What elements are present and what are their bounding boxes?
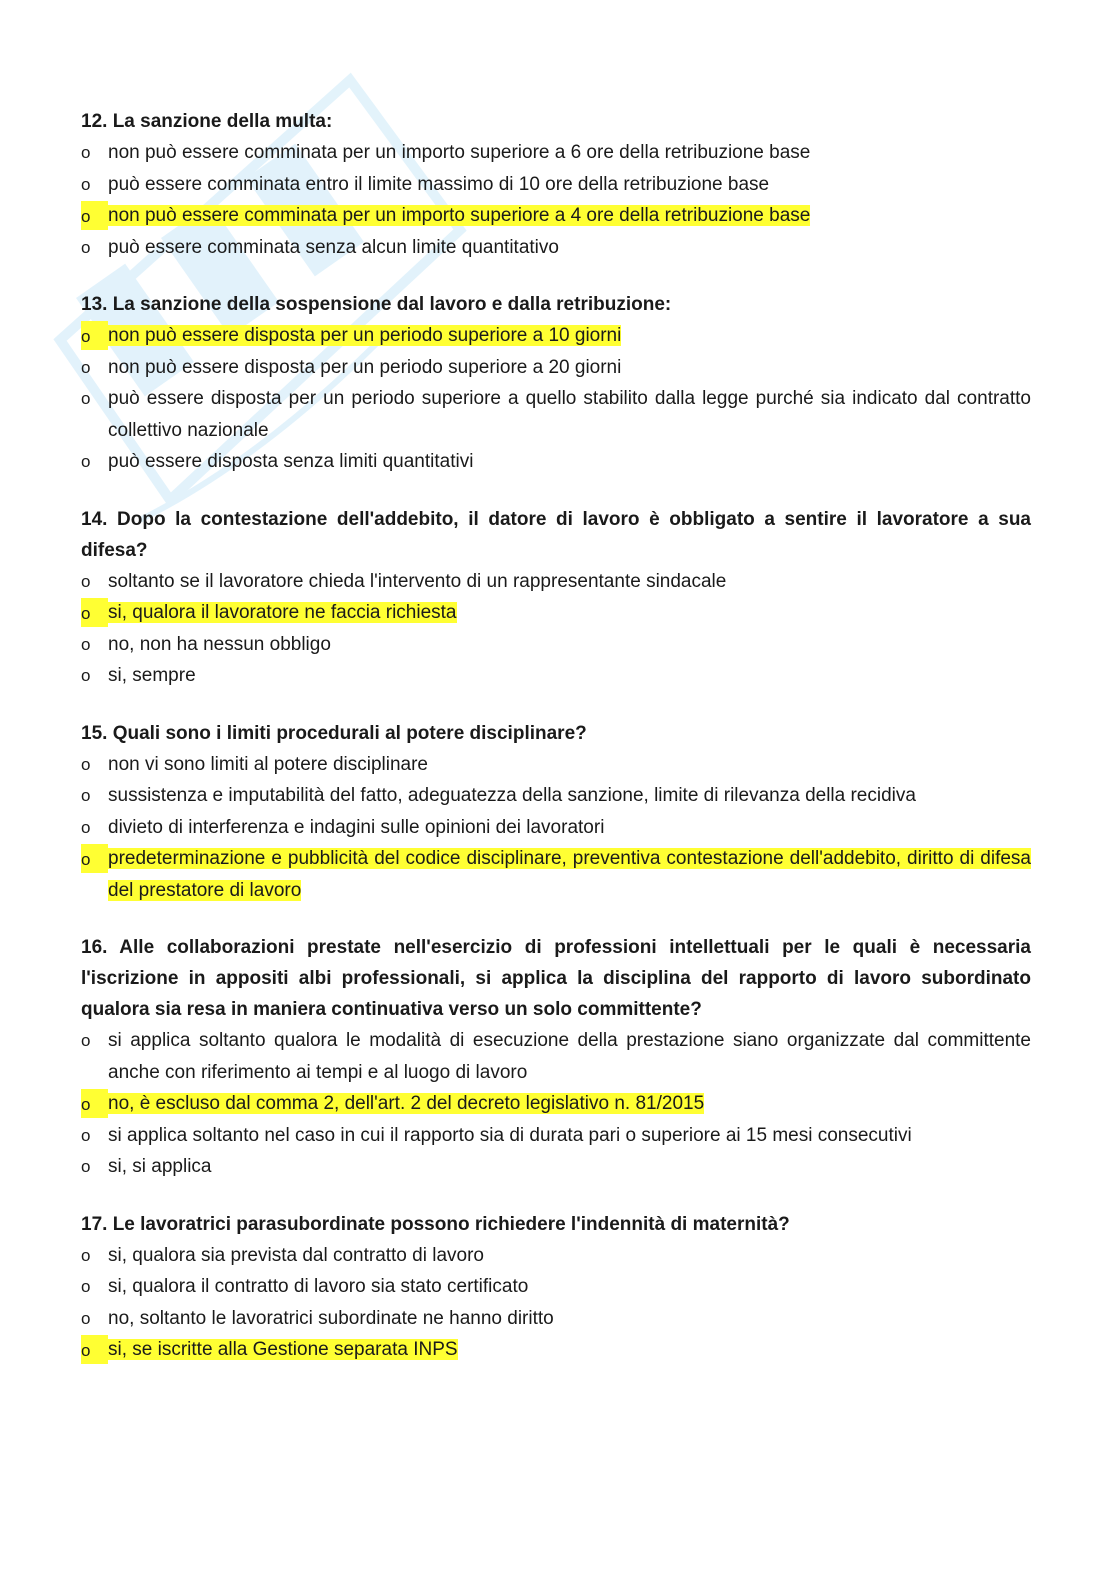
answer-option [81, 1120, 1031, 1152]
answer-text: no, non ha nessun obbligo [108, 633, 331, 655]
answer-text: può essere comminata senza alcun limite quantitativo [108, 236, 559, 258]
answer-text: si, qualora sia prevista dal contratto di lavoro [108, 1244, 484, 1266]
question-title: 17. Le lavoratrici parasubordinate possono richiedere l'indennità di maternità? [81, 1213, 790, 1235]
bullet-icon: o [81, 452, 91, 471]
answer-option-correct [81, 597, 1031, 629]
answer-text: predeterminazione e pubblicità del codice disciplinare, preventiva contestazione dell'addebito, diritto di difesa del prestatore di lavoro [108, 848, 1031, 901]
question-13 [81, 289, 1031, 478]
bullet-icon: o [81, 1157, 91, 1176]
bullet-icon: o [81, 754, 91, 774]
answer-option [81, 1151, 1031, 1183]
answer-text: si, qualora il lavoratore ne faccia richiesta [108, 602, 457, 623]
bullet-icon: o [81, 666, 91, 685]
answer-options [81, 1240, 1031, 1366]
answer-options [81, 749, 1031, 907]
bullet-icon: o [81, 1245, 91, 1265]
answer-option-correct [81, 200, 1031, 232]
question-title: 12. La sanzione della multa: [81, 111, 333, 132]
answer-text: si, qualora il contratto di lavoro sia stato certificato [108, 1276, 529, 1297]
answer-text: si, si applica [108, 1156, 212, 1177]
answer-text: può essere disposta per un periodo superiore a quello stabilito dalla legge purché sia indicato dal contratto collettivo nazionale [108, 388, 1031, 441]
answer-text: no, soltanto le lavoratrici subordinate ne hanno diritto [108, 1307, 554, 1329]
answer-option [81, 232, 1031, 264]
answer-text: si, sempre [108, 665, 196, 686]
answer-option [81, 749, 1031, 781]
answer-option [81, 383, 1031, 446]
answer-option [81, 169, 1031, 201]
answer-options [81, 137, 1031, 263]
bullet-icon: o [81, 321, 108, 350]
answer-option [81, 629, 1031, 661]
answer-options [81, 566, 1031, 692]
answer-option-correct [81, 1334, 1031, 1366]
bullet-icon: o [81, 634, 91, 654]
question-16 [81, 932, 1031, 1183]
answer-text: sussistenza e imputabilità del fatto, adeguatezza della sanzione, limite di rilevanza della recidiva [108, 785, 916, 806]
bullet-icon: o [81, 357, 91, 377]
answer-text: non può essere disposta per un periodo superiore a 10 giorni [108, 325, 622, 346]
bullet-icon: o [81, 201, 108, 230]
answer-option [81, 1025, 1031, 1088]
answer-text: non può essere disposta per un periodo superiore a 20 giorni [108, 356, 622, 378]
answer-text: si applica soltanto qualora le modalità di esecuzione della prestazione siano organizzate dal committente anche con riferimento ai tempi e al luogo di lavoro [108, 1030, 1031, 1083]
question-title: 16. Alle collaborazioni prestate nell'esercizio di professioni intellettuali per le quali è necessaria l'iscrizione in appositi albi professionali, si applica la disciplina del rapporto di lavoro subordinato qualora sia resa in maniera continuativa verso un solo committente? [81, 937, 1031, 1020]
question-title: 13. La sanzione della sospensione dal lavoro e dalla retribuzione: [81, 294, 672, 315]
bullet-icon: o [81, 844, 108, 873]
answer-option [81, 137, 1031, 169]
question-title: 14. Dopo la contestazione dell'addebito, il datore di lavoro è obbligato a sentire il lavoratore a sua difesa? [81, 508, 1031, 561]
bullet-icon: o [81, 1308, 91, 1328]
answer-option-correct [81, 1088, 1031, 1120]
bullet-icon: o [81, 786, 91, 805]
answer-option-correct [81, 843, 1031, 906]
answer-option [81, 1271, 1031, 1303]
bullet-icon: o [81, 389, 91, 408]
bullet-icon: o [81, 1089, 108, 1118]
bullet-icon: o [81, 1335, 108, 1364]
question-14 [81, 504, 1031, 692]
answer-option [81, 1240, 1031, 1272]
answer-option [81, 352, 1031, 384]
bullet-icon: o [81, 817, 91, 837]
answer-text: soltanto se il lavoratore chieda l'intervento di un rappresentante sindacale [108, 570, 727, 592]
answer-text: non può essere comminata per un importo superiore a 6 ore della retribuzione base [108, 142, 811, 163]
answer-text: si applica soltanto nel caso in cui il rapporto sia di durata pari o superiore ai 15 mesi consecutivi [108, 1124, 912, 1146]
answer-option [81, 780, 1031, 812]
answer-text: può essere comminata entro il limite massimo di 10 ore della retribuzione base [108, 173, 770, 195]
answer-option [81, 812, 1031, 844]
answer-options [81, 320, 1031, 478]
answer-text: no, è escluso dal comma 2, dell'art. 2 del decreto legislativo n. 81/2015 [108, 1093, 705, 1114]
question-17 [81, 1209, 1031, 1366]
bullet-icon: o [81, 598, 108, 627]
answer-option [81, 566, 1031, 598]
answer-option [81, 1303, 1031, 1335]
answer-option-correct [81, 320, 1031, 352]
bullet-icon: o [81, 143, 91, 162]
answer-text: non può essere comminata per un importo superiore a 4 ore della retribuzione base [108, 205, 811, 226]
question-title: 15. Quali sono i limiti procedurali al potere disciplinare? [81, 722, 587, 744]
bullet-icon: o [81, 1031, 91, 1050]
bullet-icon: o [81, 237, 91, 257]
answer-text: non vi sono limiti al potere disciplinare [108, 753, 428, 775]
bullet-icon: o [81, 174, 91, 194]
answer-option [81, 660, 1031, 692]
question-15 [81, 718, 1031, 907]
answer-text: divieto di interferenza e indagini sulle opinioni dei lavoratori [108, 816, 605, 838]
quiz-page [81, 106, 1031, 1392]
answer-options [81, 1025, 1031, 1183]
bullet-icon: o [81, 1125, 91, 1145]
answer-option [81, 446, 1031, 478]
bullet-icon: o [81, 571, 91, 591]
answer-text: si, se iscritte alla Gestione separata INPS [108, 1339, 458, 1360]
answer-text: può essere disposta senza limiti quantitativi [108, 451, 474, 472]
bullet-icon: o [81, 1277, 91, 1296]
question-12 [81, 106, 1031, 263]
